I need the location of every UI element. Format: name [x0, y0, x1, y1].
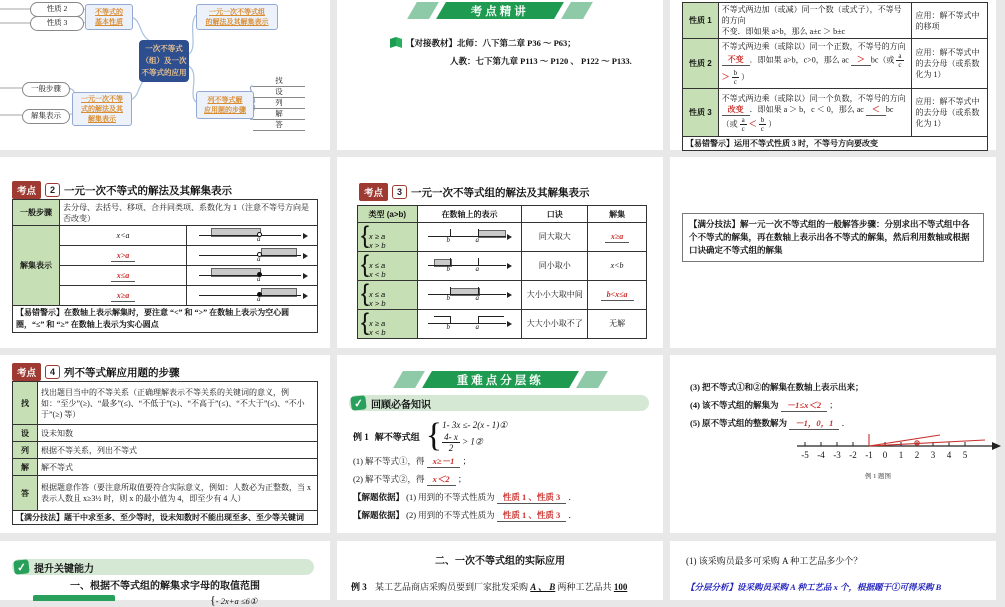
- mindmap-step-list: 列: [253, 97, 305, 109]
- system-cell: {x ≤ a x > b: [358, 280, 418, 309]
- mnemonic-cell: 同大取大: [522, 223, 588, 252]
- answer-blank: ＞: [851, 54, 871, 66]
- table-row: [683, 89, 988, 137]
- step-key: 设: [13, 425, 38, 442]
- step-key: 答: [13, 476, 38, 511]
- kaodian-badge: 考点: [12, 363, 41, 381]
- banner-stripe-left: [393, 371, 425, 388]
- numberline-diagram-x-ge-a: a: [193, 287, 311, 304]
- banner-title: 考点精讲: [471, 5, 529, 18]
- page-kaodian2: [0, 157, 330, 348]
- table-row: [683, 3, 988, 39]
- handwritten-red-marks: [869, 434, 985, 446]
- banner-title: 重难点分层练: [456, 374, 544, 387]
- table-footer-row: [13, 511, 318, 525]
- numberline-diagram-x-lt-a: a: [193, 227, 311, 244]
- table-row: [13, 442, 318, 459]
- expr-cell: x≤a: [60, 266, 187, 286]
- table-footer-row: [683, 137, 988, 151]
- kaodian-badge: 考点: [359, 183, 388, 201]
- kd2-table: [12, 199, 318, 333]
- kaodian-title: 一元一次不等式组的解法及其解集表示: [411, 186, 590, 199]
- column-header: 类型 (a>b): [358, 206, 418, 223]
- system-brace: {: [425, 417, 443, 454]
- diagram-cell: [187, 286, 318, 306]
- checkmark-icon: ✓: [13, 559, 29, 574]
- table-row: [13, 459, 318, 476]
- mnemonic-cell: 大大小小取不了: [522, 309, 588, 338]
- properties-table: [682, 2, 988, 151]
- numberline-diagram-both-smaller: b a: [426, 256, 514, 276]
- diagram-cell: [187, 246, 318, 266]
- answer-blank: 不变: [722, 54, 750, 66]
- numberline-figure: [795, 433, 1005, 467]
- example1-statement: [353, 419, 507, 453]
- page-purchase-question: [670, 541, 996, 600]
- page-lecture-intro: [337, 0, 663, 150]
- question-5: (5) 原不等式组的整数解为 －1，0，1 ．: [690, 418, 851, 428]
- review-bar-label: 回顾必备知识: [371, 399, 431, 411]
- system-cell: {x ≥ a x < b: [358, 309, 418, 338]
- book-icon: [389, 37, 403, 49]
- review-bar: [349, 395, 649, 411]
- step-key: 列: [13, 442, 38, 459]
- table-row: [358, 309, 647, 338]
- page-practice: [337, 355, 663, 533]
- diagram-cell: [417, 280, 522, 309]
- inequality-2-tail: > 1②: [462, 436, 484, 447]
- kaodian-number: 2: [45, 183, 60, 197]
- fraction: $\frac{b}{c}$: [760, 115, 765, 133]
- property-application: 应用：解不等式中的去分母（或系数化为 1）: [912, 89, 988, 137]
- svg-text:-2: -2: [849, 450, 857, 460]
- fraction: $\frac{b}{c}$: [733, 69, 738, 86]
- section-title-2: 二、一次不等式组的实际应用: [435, 556, 565, 567]
- property-desc: 不等式两边加（或减）同一个数（或式子），不等号的方向 不变．即如果 a>b，那么 a±c ＞ b±c: [718, 3, 912, 39]
- page-boost: [0, 541, 330, 607]
- section-banner: [337, 2, 663, 19]
- figure-caption: 例 1 题图: [865, 473, 891, 480]
- example-label: 例 3: [351, 582, 367, 592]
- boost-bar: [12, 559, 314, 575]
- step-desc: 找出题目当中的不等关系（正确理解表示不等关系的关键词的意义，例如：“至少”(≥)、“最多”(≤)、“不低于”(≥)、“不高于”(≤)、“不大于”(≤)、“不小于”(≥) 等）: [38, 382, 318, 425]
- mindmap-node-solution-repr: 解集表示: [22, 109, 70, 124]
- property-application: 应用：解不等式中的移项: [912, 3, 988, 39]
- warning-note: 【易错警示】运用不等式性质 3 时，不等号方向要改变: [683, 137, 988, 151]
- property-name: 性质 1: [683, 3, 719, 39]
- diagram-cell: [187, 226, 318, 246]
- kaodian4-heading: [12, 363, 180, 381]
- svg-text:1: 1: [898, 450, 904, 460]
- page-mindmap: [0, 0, 330, 150]
- question-3: (3) 把不等式①和②的解集在数轴上表示出来；: [690, 382, 864, 392]
- section-title-1: 一、根据不等式组的解集求字母的取值范围: [70, 581, 260, 592]
- svg-text:5: 5: [962, 450, 968, 460]
- expr-cell: x>a: [60, 246, 187, 266]
- svg-text:3: 3: [930, 450, 936, 460]
- mindmap-node-word-problems: 列不等式解 应用题的步骤: [196, 91, 254, 119]
- banner-stripe-right: [576, 371, 608, 388]
- basis-line-2: 【解题依据】 (2) 用到的不等式性质为 性质 1 、性质 3 ．: [353, 510, 577, 520]
- tip-note: 【满分技法】题干中求至多、至少等时，设未知数时不能出现至多、至少等关键词: [13, 511, 318, 525]
- numberline-diagram-between: b a: [426, 285, 514, 305]
- table-row: [13, 425, 318, 442]
- mindmap-step-answer: 答: [253, 119, 305, 131]
- diagram-cell: [417, 251, 522, 280]
- property-name: 性质 2: [683, 39, 719, 89]
- page-application: [337, 541, 663, 600]
- row-label: 解集表示: [13, 226, 60, 306]
- answer-blank: 改变: [722, 104, 750, 116]
- table-row: [358, 223, 647, 252]
- step-desc: 设未知数: [38, 425, 318, 442]
- example-label: 例 1: [353, 431, 369, 442]
- kaodian3-heading: [359, 183, 590, 201]
- question-2: (2) 解不等式②，得 x＜2 ；: [353, 474, 467, 484]
- analysis-line: 【分层分析】设采购员采购 A 种工艺品 x 个，根据题干①可得采购 B: [686, 582, 942, 592]
- mindmap-node-property3: [30, 16, 84, 31]
- checkmark-icon: ✓: [350, 395, 366, 410]
- fraction: $\frac{a}{c}$: [898, 52, 902, 69]
- system-cell: {x ≤ a x < b: [358, 251, 418, 280]
- column-header: 口诀: [522, 206, 588, 223]
- example-text: 解不等式组: [374, 431, 420, 442]
- table-header-row: [358, 206, 647, 223]
- page-kaodian3: [337, 157, 663, 348]
- page-example1-continued: [670, 355, 996, 533]
- fraction: $\frac{a}{c}$: [741, 115, 745, 133]
- textbook-ref-line1: 【对接教材】北师：八下第二章 P36 ～ P63；: [406, 38, 576, 48]
- diagram-cell: [187, 266, 318, 286]
- page-tip: [670, 157, 996, 348]
- numberline-diagram-both-greater: b a: [426, 227, 514, 247]
- system-cell: {x ≥ a x > b: [358, 223, 418, 252]
- numberline-diagram-no-solution: b a: [426, 314, 514, 334]
- banner-stripe-right: [561, 2, 593, 19]
- diagram-cell: [417, 309, 522, 338]
- section-banner: [337, 371, 663, 388]
- kaodian2-heading: [12, 181, 232, 199]
- mindmap-node-system-solving: 一元一次不等式组 的解法及其解集表示: [196, 4, 278, 30]
- purchase-question-1: (1) 该采购员最多可采购 A 种工艺品多少个？: [686, 556, 863, 566]
- table-row: [13, 382, 318, 425]
- svg-text:2: 2: [914, 450, 920, 460]
- inequality-1: 1- 3x ≤- 2(x - 1)①: [442, 420, 508, 430]
- solution-cell: 无解: [588, 309, 647, 338]
- mindmap-node-basic-properties: 不等式的 基本性质: [85, 4, 133, 30]
- mindmap-step-find: 找: [253, 75, 305, 87]
- solution-cell: x<b: [588, 251, 647, 280]
- property-desc: 不等式两边乘（或除以）同一个正数，不等号的方向 不变 ．即如果 a>b，c>0，那么 ac ＞ bc（或 $\frac{a}{c}$ ＞ $\frac{b}{c}$ ）: [718, 39, 912, 89]
- numberline-diagram-x-gt-a: a: [193, 247, 311, 264]
- step-desc: 根据题意作答（要注意所取值要符合实际意义，例如：人数必为正整数，当 x 表示人数且 x≥3½ 时，则 x 的最小值为 4，即至少有 4 人）: [38, 476, 318, 511]
- table-row: [683, 39, 988, 89]
- warning-note: 【易错警示】在数轴上表示解集时，要注意 “<” 和 “>” 在数轴上表示为空心圆圈，“≤” 和 “≥” 在数轴上表示为实心圆点: [13, 306, 318, 333]
- svg-text:4: 4: [946, 450, 952, 460]
- general-steps-text: 去分母、去括号、移项、合并同类项、系数化为 1（注意不等号方向是否改变）: [60, 200, 318, 226]
- answer-blank: 性质 1 、性质 3: [497, 509, 566, 522]
- expr-cell: x≥a: [60, 286, 187, 306]
- table-row: [13, 476, 318, 511]
- numberline-diagram-x-le-a: a: [193, 267, 311, 284]
- answer-blank: ＜: [866, 104, 886, 116]
- diagram-cell: [417, 223, 522, 252]
- kaodian-title: 一元一次不等式的解法及其解集表示: [64, 184, 233, 197]
- banner-stripe-left: [407, 2, 439, 19]
- svg-text:-1: -1: [865, 450, 873, 460]
- page-kaodian4: [0, 355, 330, 533]
- svg-text:-3: -3: [833, 450, 841, 460]
- answer-blank: －1≤x＜2: [781, 399, 827, 412]
- table-row: [13, 226, 318, 246]
- question-1: (1) 解不等式①，得 x≥－1 ；: [353, 456, 471, 466]
- mindmap-node-linear-solving: 一元一次不等 式的解法及其 解集表示: [72, 92, 132, 126]
- textbook-ref-line2: 人教：七下第九章 P113 ～ P120 、 P122 ～ P133.: [450, 56, 632, 66]
- answer-blank: －1，0，1: [789, 417, 839, 430]
- step-desc: 根据不等关系，列出不等式: [38, 442, 318, 459]
- boost-bar-label: 提升关键能力: [34, 563, 94, 575]
- table-row: [358, 251, 647, 280]
- table-footer-row: [13, 306, 318, 333]
- basis-line-1: 【解题依据】 (1) 用到的不等式性质为 性质 1 、性质 3 ．: [353, 492, 577, 502]
- column-header: 解集: [588, 206, 647, 223]
- svg-text:0: 0: [882, 450, 888, 460]
- svg-text:-4: -4: [817, 450, 825, 460]
- expr-cell: x<a: [60, 226, 187, 246]
- kaodian-number: 4: [45, 365, 60, 379]
- step-key: 解: [13, 459, 38, 476]
- kd3-table: [357, 205, 647, 339]
- mindmap-node-property2: [30, 2, 84, 17]
- kaodian-badge: 考点: [12, 181, 41, 199]
- kaodian-number: 3: [392, 185, 407, 199]
- mindmap-node-general-steps: 一般步骤: [22, 82, 70, 97]
- column-header: 在数轴上的表示: [417, 206, 522, 223]
- solution-cell: b<x≤a: [588, 280, 647, 309]
- cutoff-green-badge: [33, 595, 115, 601]
- answer-blank: 性质 1 、性质 3: [497, 491, 566, 504]
- underlined-value: 100: [613, 582, 628, 592]
- step-key: 找: [13, 382, 38, 425]
- node-label: 性质 3: [46, 18, 68, 27]
- mnemonic-cell: 同小取小: [522, 251, 588, 280]
- solution-cell: x≥a: [588, 223, 647, 252]
- example3-statement: 例 3 某工艺品商店采购员要到厂家批发采购 A 、 B 两种工艺品共 100: [351, 582, 628, 592]
- table-row: [358, 280, 647, 309]
- kd4-table: [12, 381, 318, 525]
- table-row: [13, 200, 318, 226]
- property-name: 性质 3: [683, 89, 719, 137]
- kaodian-title: 列不等式解应用题的步骤: [64, 366, 180, 379]
- mindmap-center-node: 一次不等式 （组）及一次 不等式的应用: [139, 40, 189, 82]
- answer-blank: x＜2: [427, 473, 456, 486]
- answer-blank: x≥－1: [427, 455, 461, 468]
- node-label: 性质 2: [46, 4, 68, 13]
- underlined-value: A 、 B: [530, 582, 556, 592]
- fraction: $\frac{4- x}{2}$: [444, 432, 458, 453]
- property-desc: 不等式两边乘（或除以）同一个负数，不等号的方向 改变 ．即如果 a ＞ b，c ＜ 0，那么 ac ＜ bc（或 $\frac{a}{c}$ ＜ $\frac{b}{c}$ ）: [718, 89, 912, 137]
- mnemonic-cell: 大小小大取中间: [522, 280, 588, 309]
- question-4: (4) 该不等式组的解集为 －1≤x＜2 ；: [690, 400, 838, 410]
- row-label: 一般步骤: [13, 200, 60, 226]
- svg-text:-5: -5: [801, 450, 809, 460]
- formula-fragment: {- 2x+a ≤6①: [210, 593, 258, 607]
- mindmap-step-set: 设: [253, 86, 305, 98]
- page-properties-table: [670, 0, 996, 150]
- property-application: 应用：解不等式中的去分母（或系数化为 1）: [912, 39, 988, 89]
- tip-box: 【满分技法】解一元一次不等式组的一般解答步骤：分别求出不等式组中各个不等式的解集，再在数轴上表示出各不等式的解集，然后利用数轴或根据口诀确定不等式组的解集: [682, 213, 984, 262]
- step-desc: 解不等式: [38, 459, 318, 476]
- mindmap-step-solve: 解: [253, 108, 305, 120]
